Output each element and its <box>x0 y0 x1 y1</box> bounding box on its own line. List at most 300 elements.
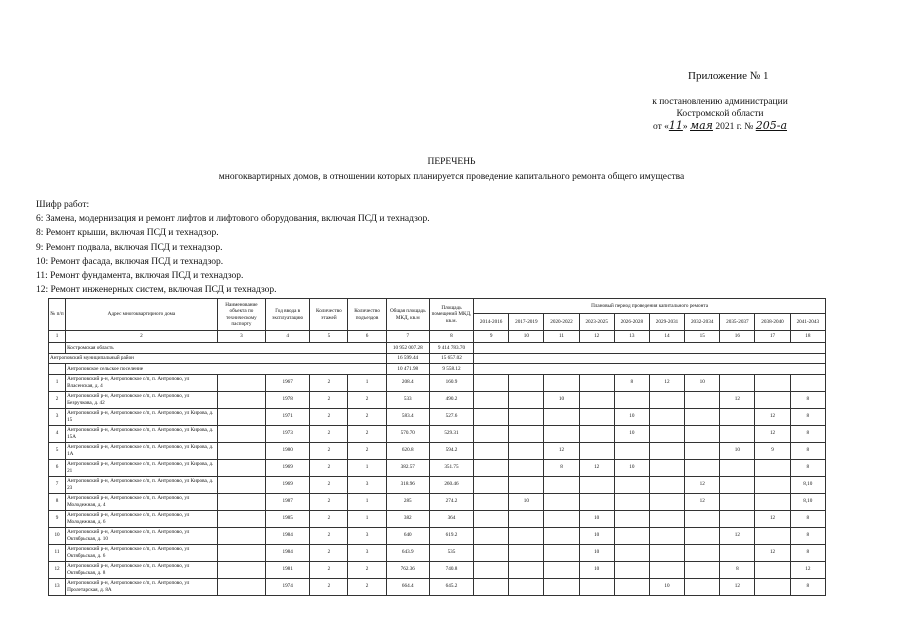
row-premises-area: 535 <box>429 544 473 561</box>
row-period-cell <box>579 408 614 425</box>
row-tech-name <box>217 442 265 459</box>
header-period-2026-2028: 2026-2028 <box>614 314 649 331</box>
row-period-cell <box>685 510 720 527</box>
row-period-cell <box>649 476 684 493</box>
table-row <box>49 408 826 425</box>
district-label: Антроповский муниципальный район <box>49 353 387 364</box>
row-period-cell: 8,10 <box>790 493 825 510</box>
row-period-cell: 8 <box>790 510 825 527</box>
row-period-cell <box>720 374 755 391</box>
row-entrances: 2 <box>348 578 386 595</box>
column-number: 18 <box>790 331 825 343</box>
region-premises-area: 9 414 783.70 <box>429 343 473 354</box>
date-mid: » <box>682 122 688 132</box>
work-code-item: 6: Замена, модернизация и ремонт лифтов и лифтового оборудования, включая ПСД и технадзор. <box>36 214 430 225</box>
header-num: № п/п <box>49 299 66 331</box>
decree-number: 205-а <box>755 119 788 132</box>
row-premises-area: 364 <box>429 510 473 527</box>
row-tech-name <box>217 408 265 425</box>
row-period-cell <box>544 374 579 391</box>
row-address: Антроповский р-н, Антроповское с/п, п. Антропово, ул Власенская, д. 4 <box>66 374 218 391</box>
settlement-total-area: 10 471.98 <box>386 364 429 375</box>
header-tech-name: Наименование объекта по техническому паспорту <box>217 299 265 331</box>
header-period-2017-2019: 2017-2019 <box>509 314 544 331</box>
header-period: Плановый период проведения капитального ремонта <box>474 299 826 314</box>
row-premises-area: 594.2 <box>429 442 473 459</box>
row-year: 1974 <box>266 578 310 595</box>
row-period-cell <box>509 459 544 476</box>
row-tech-name <box>217 425 265 442</box>
row-period-cell <box>649 544 684 561</box>
row-period-cell <box>509 476 544 493</box>
header-period-2014-2016: 2014-2016 <box>474 314 509 331</box>
row-entrances: 1 <box>348 493 386 510</box>
row-floors: 2 <box>310 527 348 544</box>
work-code-item: 10: Ремонт фасада, включая ПСД и технадзор. <box>36 256 224 267</box>
row-address: Антроповский р-н, Антроповское с/п, п. Антропово, ул Кирова, д. 21 <box>66 459 218 476</box>
row-total-area: 285 <box>386 493 429 510</box>
row-period-cell: 10 <box>579 544 614 561</box>
row-period-cell: 8 <box>790 544 825 561</box>
row-year: 1969 <box>266 459 310 476</box>
row-period-cell <box>685 425 720 442</box>
row-period-cell: 9 <box>755 442 790 459</box>
row-period-cell <box>544 544 579 561</box>
row-period-cell <box>649 510 684 527</box>
row-number: 11 <box>49 544 66 561</box>
row-period-cell <box>649 408 684 425</box>
row-address: Антроповский р-н, Антроповское с/п, п. Антропово, ул Октябрьская, д. 8 <box>66 561 218 578</box>
header-total-area: Общая площадь МКД, кв.м <box>386 299 429 331</box>
row-period-cell: 8 <box>790 408 825 425</box>
row-period-cell <box>544 561 579 578</box>
table-row <box>49 442 826 459</box>
row-entrances: 1 <box>348 374 386 391</box>
row-period-cell: 12 <box>755 510 790 527</box>
row-period-cell <box>509 391 544 408</box>
row-total-area: 640 <box>386 527 429 544</box>
work-code-item: 11: Ремонт фундамента, включая ПСД и технадзор. <box>36 271 244 282</box>
row-premises-area: 160.9 <box>429 374 473 391</box>
row-period-cell: 12 <box>755 544 790 561</box>
row-year: 1984 <box>266 527 310 544</box>
row-period-cell <box>614 493 649 510</box>
row-premises-area: 740.8 <box>429 561 473 578</box>
column-number: 12 <box>579 331 614 343</box>
row-entrances: 2 <box>348 425 386 442</box>
row-total-area: 570.70 <box>386 425 429 442</box>
date-prefix: от « <box>652 122 669 132</box>
row-period-cell: 12 <box>720 391 755 408</box>
row-year: 1980 <box>266 442 310 459</box>
row-period-cell <box>649 459 684 476</box>
header-year: Год ввода в эксплуатацию <box>266 299 310 331</box>
row-entrances: 1 <box>348 510 386 527</box>
row-number: 6 <box>49 459 66 476</box>
row-period-cell <box>720 476 755 493</box>
row-total-area: 643.9 <box>386 544 429 561</box>
row-period-cell <box>685 561 720 578</box>
table-row <box>49 425 826 442</box>
row-number: 7 <box>49 476 66 493</box>
region-row <box>49 343 826 354</box>
row-period-cell <box>509 510 544 527</box>
row-number: 9 <box>49 510 66 527</box>
row-number: 12 <box>49 561 66 578</box>
row-period-cell <box>720 408 755 425</box>
row-year: 1971 <box>266 408 310 425</box>
row-period-cell: 10 <box>649 578 684 595</box>
row-period-cell <box>755 493 790 510</box>
row-total-area: 620.8 <box>386 442 429 459</box>
row-period-cell <box>579 442 614 459</box>
row-period-cell: 12 <box>790 561 825 578</box>
row-year: 1987 <box>266 493 310 510</box>
column-number: 8 <box>429 331 473 343</box>
row-period-cell: 12 <box>685 493 720 510</box>
header-premises-area: Площадь помещений МКД, кв.м. <box>429 299 473 331</box>
row-address: Антроповский р-н, Антроповское с/п, п. Антропово, ул Кирова, д. 23 <box>66 476 218 493</box>
settlement-label: Антроповское сельское поселение <box>66 364 387 375</box>
table-row <box>49 544 826 561</box>
row-period-cell: 10 <box>579 561 614 578</box>
row-period-cell <box>685 527 720 544</box>
header-floors: Количество этажей <box>310 299 348 331</box>
header-period-2035-2037: 2035-2037 <box>720 314 755 331</box>
row-year: 1981 <box>266 561 310 578</box>
row-period-cell <box>474 493 509 510</box>
row-floors: 2 <box>310 561 348 578</box>
row-address: Антроповский р-н, Антроповское с/п, п. Антропово, ул Молодежная, д. 4 <box>66 493 218 510</box>
header-period-2023-2025: 2023-2025 <box>579 314 614 331</box>
row-number: 2 <box>49 391 66 408</box>
row-period-cell <box>509 561 544 578</box>
row-floors: 2 <box>310 374 348 391</box>
column-number: 2 <box>66 331 218 343</box>
row-period-cell <box>614 442 649 459</box>
row-tech-name <box>217 561 265 578</box>
row-address: Антроповский р-н, Антроповское с/п, п. Антропово, ул Кирова, д. 15 <box>66 408 218 425</box>
header-period-2038-2040: 2038-2040 <box>755 314 790 331</box>
row-period-cell <box>509 527 544 544</box>
row-period-cell: 10 <box>579 527 614 544</box>
column-number: 3 <box>217 331 265 343</box>
row-tech-name <box>217 578 265 595</box>
row-tech-name <box>217 544 265 561</box>
row-floors: 2 <box>310 408 348 425</box>
row-total-area: 533 <box>386 391 429 408</box>
row-period-cell: 10 <box>509 493 544 510</box>
date-day: 11 <box>668 119 683 132</box>
work-code-item: 8: Ремонт крыши, включая ПСД и технадзор. <box>36 228 219 239</box>
row-year: 1985 <box>266 510 310 527</box>
row-period-cell <box>474 561 509 578</box>
row-number: 8 <box>49 493 66 510</box>
row-period-cell: 10 <box>685 374 720 391</box>
date-year: 2021 г. № <box>715 122 754 132</box>
decree-line-2: Костромской области <box>676 109 764 119</box>
row-period-cell <box>544 476 579 493</box>
row-period-cell <box>614 391 649 408</box>
row-premises-area: 351.75 <box>429 459 473 476</box>
row-period-cell <box>720 459 755 476</box>
district-row <box>49 353 826 364</box>
row-period-cell <box>579 578 614 595</box>
row-number: 13 <box>49 578 66 595</box>
row-period-cell <box>579 391 614 408</box>
row-total-area: 583.4 <box>386 408 429 425</box>
row-address: Антроповский р-н, Антроповское с/п, п. Антропово, ул Молодежная, д. 6 <box>66 510 218 527</box>
row-entrances: 2 <box>348 442 386 459</box>
row-floors: 2 <box>310 459 348 476</box>
row-address: Антроповский р-н, Антроповское с/п, п. Антропово, ул Пролетарская, д. 8А <box>66 578 218 595</box>
column-number: 10 <box>509 331 544 343</box>
row-period-cell: 8 <box>614 374 649 391</box>
row-period-cell: 12 <box>755 425 790 442</box>
row-period-cell <box>509 374 544 391</box>
row-period-cell <box>755 476 790 493</box>
row-number: 1 <box>49 374 66 391</box>
row-floors: 2 <box>310 442 348 459</box>
row-period-cell <box>755 374 790 391</box>
row-period-cell <box>474 544 509 561</box>
row-period-cell <box>790 374 825 391</box>
row-period-cell <box>755 578 790 595</box>
row-period-cell <box>755 391 790 408</box>
row-period-cell <box>614 578 649 595</box>
work-codes-heading: Шифр работ: <box>36 200 90 210</box>
row-year: 1973 <box>266 425 310 442</box>
date-month: мая <box>690 119 713 132</box>
row-tech-name <box>217 527 265 544</box>
row-period-cell: 8 <box>790 425 825 442</box>
row-period-cell <box>649 425 684 442</box>
row-period-cell <box>755 561 790 578</box>
column-number: 5 <box>310 331 348 343</box>
row-period-cell <box>579 476 614 493</box>
row-period-cell: 12 <box>720 527 755 544</box>
table-row <box>49 561 826 578</box>
column-number: 9 <box>474 331 509 343</box>
row-period-cell <box>614 527 649 544</box>
row-period-cell <box>544 578 579 595</box>
row-period-cell: 8 <box>790 391 825 408</box>
column-number: 7 <box>386 331 429 343</box>
column-number: 17 <box>755 331 790 343</box>
row-address: Антроповский р-н, Антроповское с/п, п. Антропово, ул Кирова, д. 1А <box>66 442 218 459</box>
row-period-cell: 8 <box>544 459 579 476</box>
row-address: Антроповский р-н, Антроповское с/п, п. Антропово, ул Октябрьская, д. 6 <box>66 544 218 561</box>
table-row <box>49 578 826 595</box>
table-row <box>49 391 826 408</box>
column-number: 15 <box>685 331 720 343</box>
row-period-cell <box>579 425 614 442</box>
row-period-cell <box>614 561 649 578</box>
row-entrances: 3 <box>348 476 386 493</box>
header-entrances: Количество подъездов <box>348 299 386 331</box>
row-period-cell <box>474 408 509 425</box>
row-tech-name <box>217 476 265 493</box>
row-year: 1969 <box>266 476 310 493</box>
row-period-cell: 8,10 <box>790 476 825 493</box>
row-period-cell <box>649 561 684 578</box>
settlement-premises-area: 9 558.12 <box>429 364 473 375</box>
table-row <box>49 493 826 510</box>
row-total-area: 664.4 <box>386 578 429 595</box>
row-period-cell <box>649 442 684 459</box>
row-period-cell: 10 <box>720 442 755 459</box>
row-period-cell: 8 <box>790 459 825 476</box>
row-tech-name <box>217 459 265 476</box>
row-address: Антроповский р-н, Антроповское с/п, п. Антропово, ул Кирова, д. 15А <box>66 425 218 442</box>
work-codes <box>36 198 430 297</box>
row-year: 1967 <box>266 374 310 391</box>
row-period-cell: 10 <box>544 391 579 408</box>
appendix-label: Приложение № 1 <box>688 70 769 82</box>
row-total-area: 382 <box>386 510 429 527</box>
row-entrances: 2 <box>348 391 386 408</box>
row-period-cell <box>579 374 614 391</box>
row-tech-name <box>217 374 265 391</box>
row-floors: 2 <box>310 510 348 527</box>
table-row <box>49 527 826 544</box>
row-period-cell <box>720 425 755 442</box>
row-floors: 2 <box>310 476 348 493</box>
row-period-cell: 12 <box>544 442 579 459</box>
row-period-cell <box>544 408 579 425</box>
row-period-cell <box>649 527 684 544</box>
row-period-cell <box>649 493 684 510</box>
row-period-cell <box>474 476 509 493</box>
header-address: Адрес многоквартирного дома <box>66 299 218 331</box>
row-entrances: 2 <box>348 561 386 578</box>
header-period-2029-2031: 2029-2031 <box>649 314 684 331</box>
row-period-cell: 12 <box>579 459 614 476</box>
document-subtitle: многоквартирных домов, в отношении которых планируется проведение капитального ремонта общего имущества <box>218 172 685 182</box>
row-premises-area: 527.6 <box>429 408 473 425</box>
row-period-cell <box>649 391 684 408</box>
row-floors: 2 <box>310 578 348 595</box>
row-floors: 2 <box>310 493 348 510</box>
row-period-cell <box>474 374 509 391</box>
row-premises-area: 619.2 <box>429 527 473 544</box>
row-period-cell <box>544 493 579 510</box>
row-number: 10 <box>49 527 66 544</box>
row-period-cell <box>474 527 509 544</box>
document-title: ПЕРЕЧЕНЬ <box>427 157 476 167</box>
column-number: 1 <box>49 331 66 343</box>
column-number: 16 <box>720 331 755 343</box>
row-period-cell <box>474 391 509 408</box>
row-period-cell <box>720 544 755 561</box>
row-premises-area: 274.2 <box>429 493 473 510</box>
row-period-cell <box>474 442 509 459</box>
row-total-area: 208.4 <box>386 374 429 391</box>
row-premises-area: 529.31 <box>429 425 473 442</box>
column-number: 6 <box>348 331 386 343</box>
row-tech-name <box>217 391 265 408</box>
decree-line-1: к постановлению администрации <box>652 97 788 107</box>
row-period-cell <box>685 544 720 561</box>
row-period-cell <box>614 544 649 561</box>
row-entrances: 3 <box>348 527 386 544</box>
row-year: 1978 <box>266 391 310 408</box>
row-period-cell: 12 <box>755 408 790 425</box>
row-period-cell: 8 <box>790 578 825 595</box>
row-period-cell: 10 <box>614 425 649 442</box>
row-total-area: 318.96 <box>386 476 429 493</box>
row-floors: 2 <box>310 544 348 561</box>
row-address: Антроповский р-н, Антроповское с/п, п. Антропово, ул Октябрьская, д. 10 <box>66 527 218 544</box>
header-period-2032-2034: 2032-2034 <box>685 314 720 331</box>
row-period-cell <box>685 408 720 425</box>
district-total-area: 16 599.44 <box>386 353 429 364</box>
row-period-cell: 10 <box>579 510 614 527</box>
header-period-2041-2043: 2041-2043 <box>790 314 825 331</box>
row-period-cell: 12 <box>720 578 755 595</box>
column-number: 14 <box>649 331 684 343</box>
row-period-cell <box>614 476 649 493</box>
row-entrances: 2 <box>348 408 386 425</box>
column-number: 11 <box>544 331 579 343</box>
decree-reference <box>620 96 820 133</box>
row-number: 5 <box>49 442 66 459</box>
row-period-cell <box>509 425 544 442</box>
row-premises-area: 490.2 <box>429 391 473 408</box>
row-period-cell <box>685 442 720 459</box>
row-period-cell <box>474 425 509 442</box>
row-premises-area: 645.2 <box>429 578 473 595</box>
row-period-cell <box>544 510 579 527</box>
row-period-cell <box>474 459 509 476</box>
row-period-cell <box>685 459 720 476</box>
houses-table <box>48 298 826 596</box>
row-period-cell <box>755 527 790 544</box>
work-code-item: 9: Ремонт подвала, включая ПСД и технадзор. <box>36 242 223 253</box>
row-address: Антроповский р-н, Антроповское с/п, п. Антропово, ул Безручкова, д. 42 <box>66 391 218 408</box>
row-period-cell: 12 <box>685 476 720 493</box>
row-period-cell <box>509 544 544 561</box>
row-floors: 2 <box>310 391 348 408</box>
row-period-cell <box>474 510 509 527</box>
district-premises-area: 15 657.02 <box>429 353 473 364</box>
row-period-cell: 10 <box>614 408 649 425</box>
row-floors: 2 <box>310 425 348 442</box>
row-period-cell <box>720 510 755 527</box>
settlement-row <box>49 364 826 375</box>
row-period-cell: 10 <box>614 459 649 476</box>
column-number: 4 <box>266 331 310 343</box>
row-entrances: 3 <box>348 544 386 561</box>
table-row <box>49 476 826 493</box>
row-entrances: 1 <box>348 459 386 476</box>
row-year: 1984 <box>266 544 310 561</box>
row-period-cell <box>544 527 579 544</box>
row-total-area: 762.36 <box>386 561 429 578</box>
row-period-cell <box>509 442 544 459</box>
region-total-area: 10 952 007.28 <box>386 343 429 354</box>
row-total-area: 382.57 <box>386 459 429 476</box>
work-code-item: 12: Ремонт инженерных систем, включая ПСД и технадзор. <box>36 285 277 296</box>
row-period-cell <box>755 459 790 476</box>
row-period-cell <box>614 510 649 527</box>
row-period-cell <box>685 391 720 408</box>
row-tech-name <box>217 493 265 510</box>
table-row <box>49 510 826 527</box>
row-number: 4 <box>49 425 66 442</box>
row-period-cell <box>579 493 614 510</box>
row-number: 3 <box>49 408 66 425</box>
